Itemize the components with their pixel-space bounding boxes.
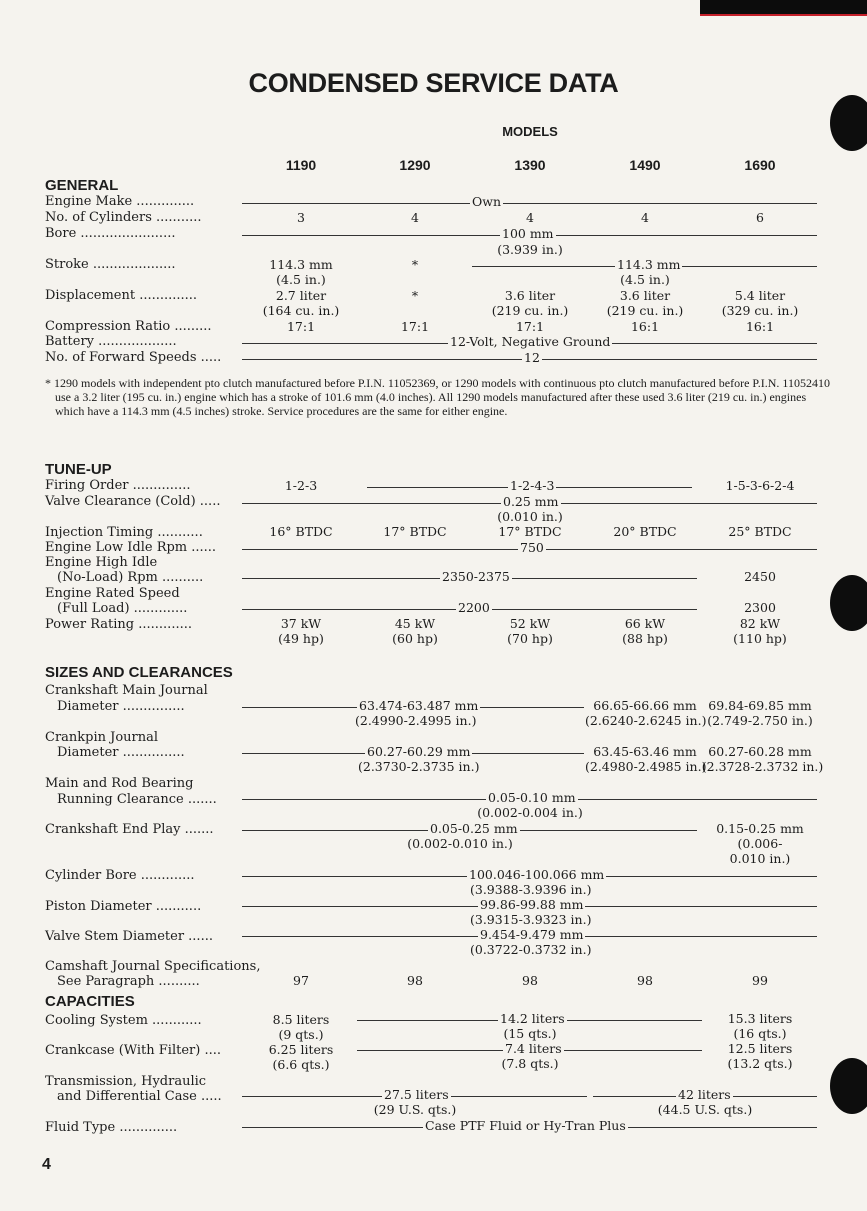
cell-value: 17:1 [400,319,430,334]
cell-value: 98 [637,973,653,988]
span-value: 0.05-0.25 mm [430,821,518,836]
span-value-imperial: (2.4990-2.4995 in.) [355,713,477,728]
model-header: 1190 [285,157,317,173]
cell-value-imperial: (70 hp) [507,631,553,646]
cell-value: * [411,257,419,272]
cell-value-imperial: (164 cu. in.) [262,303,340,318]
row-label: Crankcase (With Filter) .... [45,1043,221,1058]
row-label: Compression Ratio ......... [45,319,212,334]
cell-value: 45 kW [394,616,436,631]
span-value: 12 [524,350,540,365]
row-label: Diameter ............... [57,745,185,760]
span-value: 42 liters [678,1087,731,1102]
cell-value: 63.45-63.46 mm [593,744,697,759]
cell-value: 2.7 liter [275,288,327,303]
row-label: See Paragraph .......... [57,974,200,989]
cell-value: 66.65-66.66 mm [593,698,697,713]
span-value: 27.5 liters [384,1087,449,1102]
span-value: 2200 [458,600,490,615]
binder-hole [830,95,867,151]
span-rule [242,203,817,204]
span-value: 60.27-60.29 mm [367,744,471,759]
row-label: Valve Stem Diameter ...... [45,929,213,944]
row-label: Engine Make .............. [45,194,195,209]
row-label: Main and Rod Bearing [45,776,194,791]
span-value: 99.86-99.88 mm [480,897,584,912]
cell-value: 20° BTDC [613,524,677,539]
span-value: Own [472,194,501,209]
cell-value: 60.27-60.28 mm [708,744,812,759]
cell-value: 6 [756,210,764,225]
row-label: Transmission, Hydraulic [45,1074,207,1089]
footnote: * 1290 models with independent pto clutch manufactured before P.I.N. 11052369, or 1290 models with continuous pto clutch manufactured before P.I.N. 11052410 use a 3.2 liter (195 cu. in.) engine which has a stroke of 101.6 mm (4.0 inches). All 1290 models manufactured after these used 3.6 liter (219 cu. in.) engines which have a 114.3 mm (4.5 inches) stroke. Service procedures are the same for either engine. [45,376,830,418]
cell-value: 0.15-0.25 mm [716,821,804,836]
cell-value: 82 kW [739,616,781,631]
cell-value: * [411,288,419,303]
cell-value: 4 [411,210,419,225]
cell-value: 1-2-3 [284,478,318,493]
cell-value: 17° BTDC [498,524,562,539]
cell-value: 3.6 liter [619,288,671,303]
row-label: Stroke .................... [45,257,176,272]
cell-value: 1-5-3-6-2-4 [725,478,795,493]
cell-value-imperial: (4.5 in.) [276,272,326,287]
span-value: Case PTF Fluid or Hy-Tran Plus [425,1118,626,1133]
cell-value: 66 kW [624,616,666,631]
span-value-imperial: (0.010 in.) [497,509,563,524]
cell-value: 5.4 liter [734,288,786,303]
row-label: Cylinder Bore ............. [45,868,195,883]
cell-value-imperial: (110 hp) [733,631,787,646]
span-value: 9.454-9.479 mm [480,927,584,942]
row-label: Battery ................... [45,334,177,349]
row-label: Running Clearance ....... [57,792,217,807]
span-value-imperial: (0.3722-0.3732 in.) [470,942,592,957]
span-value: 7.4 liters [505,1041,562,1056]
span-value: 12-Volt, Negative Ground [450,334,611,349]
cell-value: 4 [641,210,649,225]
row-label: (No-Load) Rpm .......... [57,570,204,585]
row-label: Crankshaft End Play ....... [45,822,214,837]
span-value: 14.2 liters [500,1011,565,1026]
span-value: 100 mm [502,226,554,241]
cell-value: 97 [293,973,309,988]
span-value-imperial: (29 U.S. qts.) [373,1102,457,1117]
page-title: CONDENSED SERVICE DATA [248,68,619,98]
cell-value: 98 [522,973,538,988]
cell-value-imperial: (2.3728-2.3732 in.) [701,759,824,774]
model-header: 1290 [399,157,431,173]
cell-value: 6.25 liters [268,1042,334,1057]
span-value: 100.046-100.066 mm [469,867,605,882]
row-label: Bore ....................... [45,226,176,241]
section-tuneup: TUNE-UP [45,461,112,478]
cell-value: 98 [407,973,423,988]
cell-value: 17:1 [286,319,316,334]
cell-value-imperial: (49 hp) [278,631,324,646]
row-label: Engine High Idle [45,555,158,570]
cell-value: 16° BTDC [269,524,333,539]
cell-value-imperial: (6.6 qts.) [272,1057,330,1072]
cell-value-imperial: (219 cu. in.) [491,303,569,318]
cell-value-imperial: (2.749-2.750 in.) [707,713,813,728]
section-general: GENERAL [45,177,119,194]
span-value-imperial: (0.002-0.004 in.) [477,805,583,820]
cell-value: 16:1 [630,319,660,334]
row-label: Valve Clearance (Cold) ..... [45,494,221,509]
binder-hole [830,575,867,631]
row-label: Crankshaft Main Journal [45,683,208,698]
page-corner-tab [700,0,867,16]
row-label: Displacement .............. [45,288,198,303]
model-header: 1690 [744,157,776,173]
page-number: 4 [42,1156,51,1173]
span-value-imperial: (15 qts.) [503,1026,557,1041]
span-value-imperial: (0.002-0.010 in.) [407,836,513,851]
cell-value-imperial: (0.006- [737,836,783,851]
cell-value-imperial: (2.6240-2.6245 in.) [585,713,707,728]
binder-hole [830,1058,867,1114]
span-value: 2350-2375 [442,569,510,584]
row-label: Engine Low Idle Rpm ...... [45,540,217,555]
row-label: Camshaft Journal Specifications, [45,959,261,974]
section-capacities: CAPACITIES [45,993,135,1010]
row-label: Power Rating ............. [45,617,192,632]
row-label: and Differential Case ..... [57,1089,222,1104]
span-value-imperial: (3.9315-3.9323 in.) [470,912,592,927]
model-header: 1390 [514,157,546,173]
cell-value: 114.3 mm [269,257,333,272]
cell-value: 2450 [744,569,776,584]
cell-value-imperial: (88 hp) [622,631,668,646]
cell-value: 4 [526,210,534,225]
row-label: Crankpin Journal [45,730,159,745]
cell-value: 17° BTDC [383,524,447,539]
span-value-imperial: (4.5 in.) [620,272,670,287]
span-value: 114.3 mm [617,257,681,272]
cell-value: 12.5 liters [727,1041,793,1056]
row-label: Cooling System ............ [45,1013,202,1028]
row-label: Engine Rated Speed [45,586,180,601]
cell-value: 3.6 liter [504,288,556,303]
span-value: 0.25 mm [503,494,559,509]
span-value-imperial: (3.939 in.) [497,242,563,257]
cell-value: 2300 [744,600,776,615]
span-value-imperial: (3.9388-3.9396 in.) [470,882,592,897]
cell-value-imperial: (329 cu. in.) [721,303,799,318]
cell-value-imperial: (16 qts.) [733,1026,787,1041]
row-label: No. of Cylinders ........... [45,210,202,225]
row-label: (Full Load) ............. [57,601,188,616]
cell-value-imperial: (13.2 qts.) [727,1056,793,1071]
cell-value-imperial: (2.4980-2.4985 in.) [585,759,707,774]
span-value: 1-2-4-3 [510,478,555,493]
cell-value: 8.5 liters [272,1012,330,1027]
row-label: Firing Order .............. [45,478,191,493]
cell-value-imperial: (219 cu. in.) [606,303,684,318]
cell-value-imperial: (60 hp) [392,631,438,646]
cell-value: 99 [752,973,768,988]
cell-value-imperial: (9 qts.) [278,1027,324,1042]
cell-value: 52 kW [509,616,551,631]
row-label: No. of Forward Speeds ..... [45,350,222,365]
cell-value: 15.3 liters [727,1011,793,1026]
row-label: Fluid Type .............. [45,1120,178,1135]
span-value-imperial: (44.5 U.S. qts.) [657,1102,753,1117]
row-label: Piston Diameter ........... [45,899,202,914]
span-value: 750 [520,540,544,555]
cell-value: 16:1 [745,319,775,334]
model-header: 1490 [629,157,661,173]
cell-value: 69.84-69.85 mm [708,698,812,713]
cell-value: 37 kW [280,616,322,631]
cell-value: 25° BTDC [728,524,792,539]
row-label: Diameter ............... [57,699,185,714]
span-value: 63.474-63.487 mm [359,698,479,713]
section-sizes: SIZES AND CLEARANCES [45,664,233,681]
span-value-imperial: (2.3730-2.3735 in.) [358,759,480,774]
cell-value-imperial: 0.010 in.) [729,851,791,866]
cell-value: 3 [297,210,305,225]
span-value: 0.05-0.10 mm [488,790,576,805]
row-label: Injection Timing ........... [45,525,203,540]
cell-value: 17:1 [515,319,545,334]
span-value-imperial: (7.8 qts.) [501,1056,559,1071]
models-heading: MODELS [502,124,558,139]
